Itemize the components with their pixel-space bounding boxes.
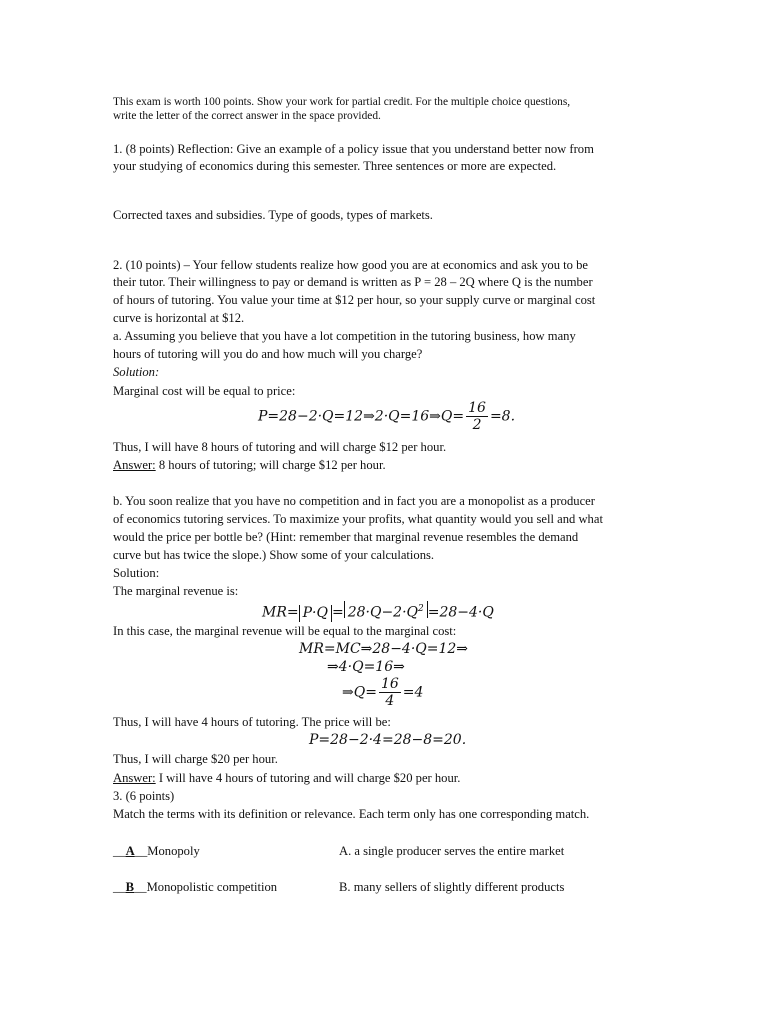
q2a-eq-left: P=28−2·Q=12⇒2·Q=16⇒Q= (258, 408, 465, 425)
q3-item-1-letter: A (125, 844, 135, 858)
q2a-line-1: a. Assuming you believe that you have a lot competition in the tutoring business, how many (113, 329, 576, 343)
q3-item-1-answer (113, 842, 200, 860)
q2a-mc-line: Marginal cost will be equal to price: (113, 384, 296, 398)
q2-line-2: their tutor. Their willingness to pay or demand is written as P = 28 – 2Q where Q is the number (113, 275, 593, 289)
q3-item-2-letter: B (125, 880, 134, 894)
q2b-answer-text: I will have 4 hours of tutoring and will charge $20 per hour. (155, 771, 461, 785)
q2a-eq-frac-den: 2 (472, 417, 482, 433)
q2b-thus-1: Thus, I will have 4 hours of tutoring. The price will be: (113, 715, 391, 729)
q1-line-1: 1. (8 points) Reflection: Give an example of a policy issue that you understand better now from (113, 142, 594, 156)
q2b-mr-square: 2 (418, 604, 424, 614)
q2b-line-4: curve but has twice the slope.) Show some of your calculations. (113, 548, 435, 562)
q3-item-2-blank-pre: __ (113, 880, 126, 894)
q3-item-2-blank-post: __ (134, 880, 147, 894)
q2b-mr-mid: = (331, 604, 344, 621)
q1-answer: Corrected taxes and subsidies. Type of goods, types of markets. (113, 208, 433, 222)
q2a-answer-label: Answer: (113, 458, 156, 472)
q3-item-2-definition: B. many sellers of slightly different products (339, 880, 565, 894)
q3-item-1-term: Monopoly (147, 844, 200, 858)
q1-line-2: your studying of economics during this semester. Three sentences or more are expected. (113, 159, 557, 173)
q2b-eq-1: MR=MC⇒28−4·Q=12⇒ (299, 641, 469, 657)
q2b-answer (113, 769, 460, 787)
q2a-equation (258, 400, 515, 433)
q3-item-2-term: Monopolistic competition (146, 880, 278, 894)
q3-item-2-answer (113, 878, 277, 896)
q3-item-1-blank-pre: __ (113, 844, 126, 858)
q2a-answer-text: 8 hours of tutoring; will charge $12 per hour. (155, 458, 386, 472)
q2a-eq-right: =8. (489, 408, 516, 425)
q2b-line-1: b. You soon realize that you have no competition and in fact you are a monopolist as a producer (113, 494, 595, 508)
q2b-price-equation: P=28−2·4=28−8=20. (309, 732, 467, 748)
q2b-mr-abs-2-text: 28·Q−2·Q (347, 604, 419, 621)
q2b-eq-3-left: ⇒Q= (342, 684, 377, 701)
q2b-thus-2: Thus, I will charge $20 per hour. (113, 752, 278, 766)
q2-line-4: curve is horizontal at $12. (113, 311, 245, 325)
q2b-mr-abs-2 (344, 601, 428, 621)
q2b-case-line: In this case, the marginal revenue will be equal to the marginal cost: (113, 624, 457, 638)
q2b-eq-3 (342, 676, 423, 709)
q2a-thus: Thus, I will have 8 hours of tutoring and will charge $12 per hour. (113, 440, 447, 454)
q2b-solution-label: Solution: (113, 566, 160, 580)
q2b-eq-3-right: =4 (402, 684, 424, 701)
q2b-mr-left: MR= (262, 604, 299, 621)
q2-line-3: of hours of tutoring. You value your time at $12 per hour, so your supply curve or marginal cost (113, 293, 596, 307)
q2b-eq-3-frac-num: 16 (380, 676, 399, 692)
q3-title: 3. (6 points) (113, 789, 175, 803)
q2a-eq-frac-num: 16 (468, 400, 486, 416)
q3-instructions: Match the terms with its definition or relevance. Each term only has one corresponding match. (113, 807, 590, 821)
q2b-answer-label: Answer: (113, 771, 156, 785)
intro-line-2: write the letter of the correct answer in the space provided. (113, 110, 381, 122)
q2b-mr-right: =28−4·Q (427, 604, 494, 621)
q2b-eq-2: ⇒4·Q=16⇒ (327, 659, 405, 675)
q2b-mr-equation (262, 601, 494, 622)
q2a-solution-label: Solution: (113, 365, 160, 379)
q2b-mr-label: The marginal revenue is: (113, 584, 239, 598)
intro-line-1: This exam is worth 100 points. Show your work for partial credit. For the multiple choice questions, (113, 96, 571, 108)
q2b-eq-3-fraction (379, 676, 401, 709)
q2a-line-2: hours of tutoring will you do and how much will you charge? (113, 347, 423, 361)
q2a-answer (113, 456, 386, 474)
q2b-line-3: would the price per bottle be? (Hint: remember that marginal revenue resembles the demand (113, 530, 579, 544)
q3-item-1-definition: A. a single producer serves the entire market (339, 844, 565, 858)
q2b-eq-3-frac-den: 4 (385, 693, 395, 709)
q2-line-1: 2. (10 points) – Your fellow students realize how good you are at economics and ask you to be (113, 258, 588, 272)
q2b-mr-abs-1: P·Q (299, 605, 332, 622)
q2b-line-2: of economics tutoring services. To maximize your profits, what quantity would you sell and what (113, 512, 603, 526)
q2a-eq-fraction (466, 400, 488, 433)
q3-item-1-blank-post: __ (134, 844, 148, 858)
